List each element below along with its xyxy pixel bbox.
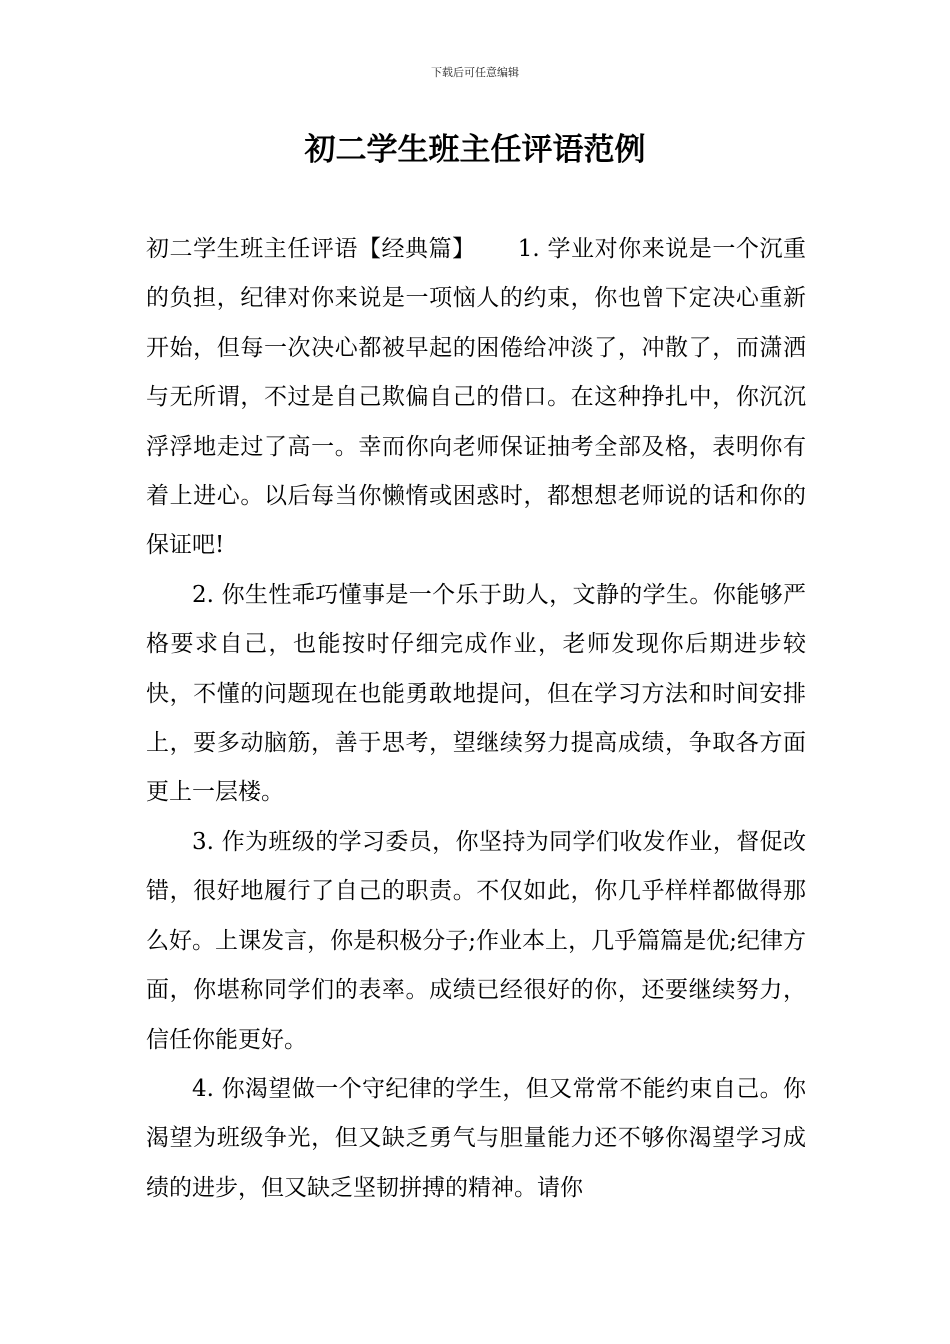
intro-paragraph — [146, 225, 806, 571]
document-title: 初二学生班主任评语范例 — [304, 132, 646, 168]
comment-1-text: 1. 学业对你来说是一个沉重的负担，纪律对你来说是一项恼人的约束，你也曾下定决心重新开始，但每一次决心都被早起的困倦给冲淡了，冲散了，而潇洒与无所谓，不过是自己欺偏自己的借口。在这种挣扎中，你沉沉浮浮地走过了高一。幸而你向老师保证抽考全部及格，表明你有着上进心。以后每当你懒惰或困惑时，都想想老师说的话和你的保证吧! — [146, 236, 807, 559]
comment-2-paragraph: 2. 你生性乖巧懂事是一个乐于助人，文静的学生。你能够严格要求自己，也能按时仔细完成作业，老师发现你后期进步较快，不懂的问题现在也能勇敢地提问，但在学习方法和时间安排上，要多动脑筋，善于思考，望继续努力提高成绩，争取各方面更上一层楼。 — [146, 581, 806, 806]
section-heading: 初二学生班主任评语【经典篇】 — [146, 236, 476, 262]
header-note: 下载后可任意编辑 — [431, 66, 519, 79]
document-body — [146, 225, 806, 1213]
comment-4-paragraph: 4. 你渴望做一个守纪律的学生，但又常常不能约束自己。你渴望为班级争光，但又缺乏勇气与胆量能力还不够你渴望学习成绩的进步，但又缺乏坚韧拼搏的精神。请你 — [146, 1075, 806, 1201]
comment-3-paragraph: 3. 作为班级的学习委员，你坚持为同学们收发作业，督促改错，很好地履行了自己的职责。不仅如此，你几乎样样都做得那么好。上课发言，你是积极分子;作业本上，几乎篇篇是优;纪律方面，你堪称同学们的表率。成绩已经很好的你，还要继续努力，信任你能更好。 — [146, 828, 806, 1053]
